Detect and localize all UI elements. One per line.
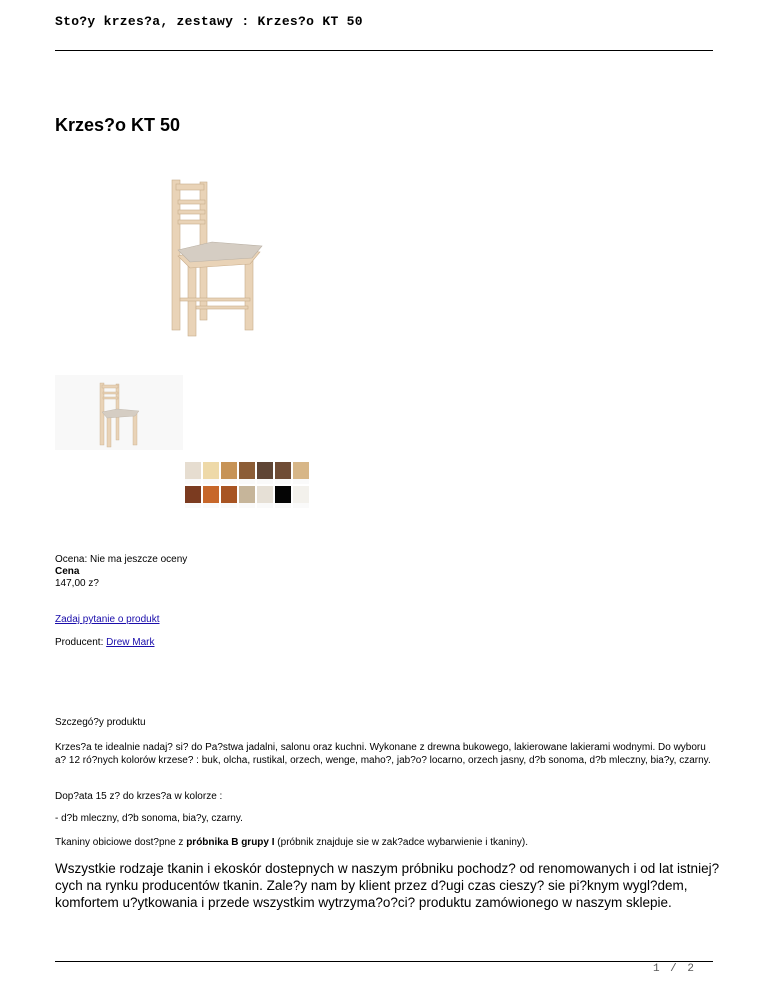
price-label: Cena: [55, 566, 80, 577]
footer-rule: [55, 961, 713, 962]
details-paragraph-4: Tkaniny obiciowe dost?pne z próbnika B grupy I (próbnik znajduje sie w zak?adce wybarwienie i tkaniny).: [55, 837, 528, 848]
producer-label: Producent:: [55, 637, 107, 648]
color-swatch: [185, 486, 201, 508]
color-swatch: [275, 486, 291, 508]
details-paragraph-2: Dop?ata 15 z? do krzes?a w kolorze :: [55, 791, 223, 802]
sampler-group: próbnika B grupy I: [186, 837, 275, 848]
color-swatch: [203, 462, 219, 484]
color-swatch: [185, 462, 201, 484]
color-swatch-palette: [185, 462, 313, 510]
details-paragraph-1: Krzes?a te idealnie nadaj? si? do Pa?stwa jadalni, salonu oraz kuchni. Wykonane z drewna bukowego, lakierowane lakierami wodnymi. Do wyboru a? 12 ró?nych kolorów krzese? : buk, olcha, rustikal, orzech, wenge, maho?, jab?o? locarno, orzech jasny, d?b sonoma, d?b mleczny, bia?y, czarny.: [55, 742, 711, 766]
color-swatch: [239, 486, 255, 508]
details-paragraph-5: Wszystkie rodzaje tkanin i ekoskór dostepnych w naszym próbniku pochodz? od renomowanych i od lat istniej?cych na rynku producentów tkanin. Zale?y nam by klient przez d?ugi czas cieszy? sie pi?knym wygl?dem, komfortem u?ytkowania i przede wszystkim wytrzyma?o?ci? produktu zamówionego w naszym sklepie.: [55, 861, 720, 910]
swatch-row-2: [185, 486, 313, 508]
price-value: 147,00 z?: [55, 578, 99, 589]
chair-thumbnail-image[interactable]: [55, 375, 183, 450]
rating-text: Ocena: Nie ma jeszcze oceny: [55, 554, 188, 565]
color-swatch: [293, 462, 309, 484]
color-swatch: [257, 462, 273, 484]
producer-link[interactable]: Drew Mark: [106, 637, 155, 648]
color-swatch: [221, 486, 237, 508]
details-paragraph-3: - d?b mleczny, d?b sonoma, bia?y, czarny.: [55, 813, 243, 824]
ask-question-link-wrap: [55, 614, 160, 626]
chair-product-image[interactable]: [160, 178, 270, 338]
ask-question-link[interactable]: Zadaj pytanie o produkt: [55, 614, 160, 625]
color-swatch: [239, 462, 255, 484]
color-swatch: [221, 462, 237, 484]
color-swatch: [257, 486, 273, 508]
details-heading: Szczegó?y produktu: [55, 717, 146, 728]
header-rule: [55, 50, 713, 51]
running-header: Sto?y krzes?a, zestawy : Krzes?o KT 50: [55, 14, 363, 29]
color-swatch: [203, 486, 219, 508]
page-number: 1 / 2: [652, 963, 696, 975]
color-swatch: [275, 462, 291, 484]
product-title: Krzes?o KT 50: [55, 115, 181, 135]
producer-line: [55, 637, 155, 649]
color-swatch: [293, 486, 309, 508]
swatch-row-1: [185, 462, 313, 484]
